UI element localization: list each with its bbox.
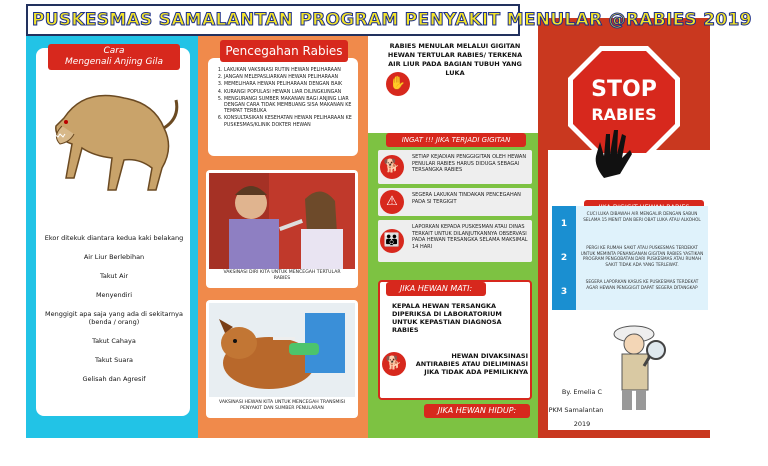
prevention-item: 5. MENGURANGI SUMBER MAKANAN BAGI ANJING LIAR DENGAN CARA TIDAK MEMBUANG SISA MAKANAN KE TEMPAT TERBUKA	[224, 97, 352, 116]
prevention-item: 6. KONSULTASIKAN KESEHATAN HEWAN PELIHARAAN KE PUSKESMAS/KLINIK DOKTER HEWAN	[224, 116, 352, 128]
dead-animal-text: KEPALA HEWAN TERSANGKA DIPERIKSA DI LABORATORIUM UNTUK KEPASTIAN DIAGNOSA RABIES	[392, 302, 502, 334]
bitten-step	[552, 240, 708, 276]
prevention-icon: ⚠	[380, 190, 404, 214]
bite-step-text: SEGERA LAKUKAN TINDAKAN PENCEGAHAN PADA SI TERGIGIT	[412, 192, 521, 205]
ribbon-line-2: Mengenali Anjing Gila	[65, 57, 163, 67]
step-number: 1	[552, 206, 576, 242]
report-icon: 👪	[380, 229, 404, 253]
bite-step	[378, 220, 532, 262]
author-org: PKM Samalantan	[548, 406, 604, 414]
prevention-box	[208, 58, 358, 156]
step-text: PERGI KE RUMAH SAKIT ATAU PUSKESMAS TERDEKAT UNTUK MEMINTA PENANGANAN GIGITAN RABIES YASTIKAN PROGRAM PENGOBATAN DARI PUSKESMAS ATAU RUMAH SAKIT TIDAK ADA YANG TERLEWAT.	[576, 240, 708, 276]
alive-animal-ribbon: JIKA HEWAN HIDUP:	[424, 404, 530, 418]
rabies-text: RABIES	[591, 105, 657, 124]
prevention-list	[214, 68, 352, 129]
symptom-item: Takut Cahaya	[92, 337, 136, 345]
transmission-text: RABIES MENULAR MELALUI GIGITAN HEWAN TERTULAR RABIES/ TERKENA AIR LIUR PADA BAGIAN TUBUH YANG LUKA	[387, 42, 523, 77]
dead-animal-ribbon: JIKA HEWAN MATI:	[386, 282, 486, 296]
symptom-item: Ekor ditekuk diantara kedua kaki belakang	[44, 234, 184, 242]
hand-print-icon	[590, 128, 634, 180]
ribbon-line-1: Cara	[103, 46, 125, 56]
caption-person: VAKSINASI DIRI KITA UNTUK MENCEGAH TERTULAR RABIES	[223, 270, 341, 281]
page-title	[26, 4, 752, 36]
vaccination-dog-card	[206, 300, 358, 418]
bite-step-text: LAPORKAN KEPADA PUSKESMAN ATAU DINAS TERKAIT UNTUK DILANJUTKANNYA OBSERVASI PADA HEWAN TERSANGKA SELAMA MAKSIMAL 14 HARI	[412, 224, 528, 250]
symptom-item: Takut Air	[99, 272, 129, 280]
dog-icon: 🐕	[380, 155, 404, 179]
prevention-item: 4. KURANGI POPULASI HEWAN LIAR DILINGKUNGAN	[224, 90, 352, 96]
bite-warning-icon: ✋	[386, 72, 410, 96]
symptoms-ribbon	[48, 44, 180, 70]
animal-icon: 🐕	[382, 352, 406, 376]
prevention-ribbon: Pencegahan Rabies	[220, 40, 348, 62]
prevention-item: 2. JANGAN MELEPASLIARKAN HEWAN PELIHARAAN	[224, 75, 352, 81]
bite-step	[378, 150, 532, 184]
author-name: By. Emelia C	[561, 388, 603, 396]
caption-dog: VAKSINASI HEWAN KITA UNTUK MENCEGAH TRANSMISI PENYAKIT DAN SUMBER PENULARAN	[218, 400, 346, 411]
step-number: 3	[552, 274, 576, 310]
symptom-item: Menyendiri	[95, 291, 133, 299]
remember-ribbon: INGAT !!! JIKA TERJADI GIGITAN	[386, 133, 526, 147]
symptom-item: Takut Suara	[94, 356, 134, 364]
footer-bar-red	[538, 430, 710, 438]
animal-status-box	[378, 280, 532, 400]
alive-animal-text: HEWAN DIVAKSINASI ANTIRABIES ATAU DIELIMINASI JIKA TIDAK ADA PEMILIKNYA	[415, 352, 528, 376]
step-text: CUCI LUKA DIBAWAH AIR MENGALIR DENGAN SABUN SELAMA 15 MENIT DAN BERI OBAT LUKA ATAU ALKOHOL	[576, 206, 708, 242]
title-text: PUSKESMAS SAMALANTAN PROGRAM PENYAKIT MENULAR @RABIES 2019	[32, 10, 752, 30]
dog-vaccination-photo	[209, 303, 355, 397]
symptoms-list	[40, 234, 188, 394]
vaccination-person-card	[206, 170, 358, 288]
rabid-dog-illustration	[44, 78, 184, 196]
footer-bar-orange	[198, 430, 368, 438]
prevention-item: 1. LAKUKAN VAKSINASI RUTIN HEWAN PELIHARAAN	[224, 68, 352, 74]
bitten-step	[552, 274, 708, 310]
prevention-item: 3. MEMELIHARA HEWAN PELIHARAAN DENGAN BAIK	[224, 82, 352, 88]
detective-cartoon	[604, 316, 674, 416]
bite-step	[378, 188, 532, 216]
bitten-step	[552, 206, 708, 242]
person-vaccination-photo	[209, 173, 355, 269]
step-number: 2	[552, 240, 576, 276]
step-text: SEGERA LAPORKAN KASUS KE PUSKESMAS TERDEKAT AGAR HEWAN PENGGIGIT DAPAT SEGERA DITANGKAP	[576, 274, 708, 310]
author-year: 2019	[573, 420, 591, 428]
symptom-item: Air Liur Berlebihan	[83, 253, 145, 261]
stop-text: STOP	[591, 77, 657, 102]
symptom-item: Menggigit apa saja yang ada di sekitarnya (benda / orang)	[44, 310, 183, 326]
symptom-item: Gelisah dan Agresif	[82, 375, 146, 383]
bite-step-text: SETIAP KEJADIAN PENGGIGITAN OLEH HEWAN PENULAR RABIES HARUS DIDUGA SEBAGAI TERSANGKA RABIES	[412, 154, 527, 173]
footer-bar-cyan	[26, 430, 198, 438]
footer-bar-green	[368, 430, 538, 438]
